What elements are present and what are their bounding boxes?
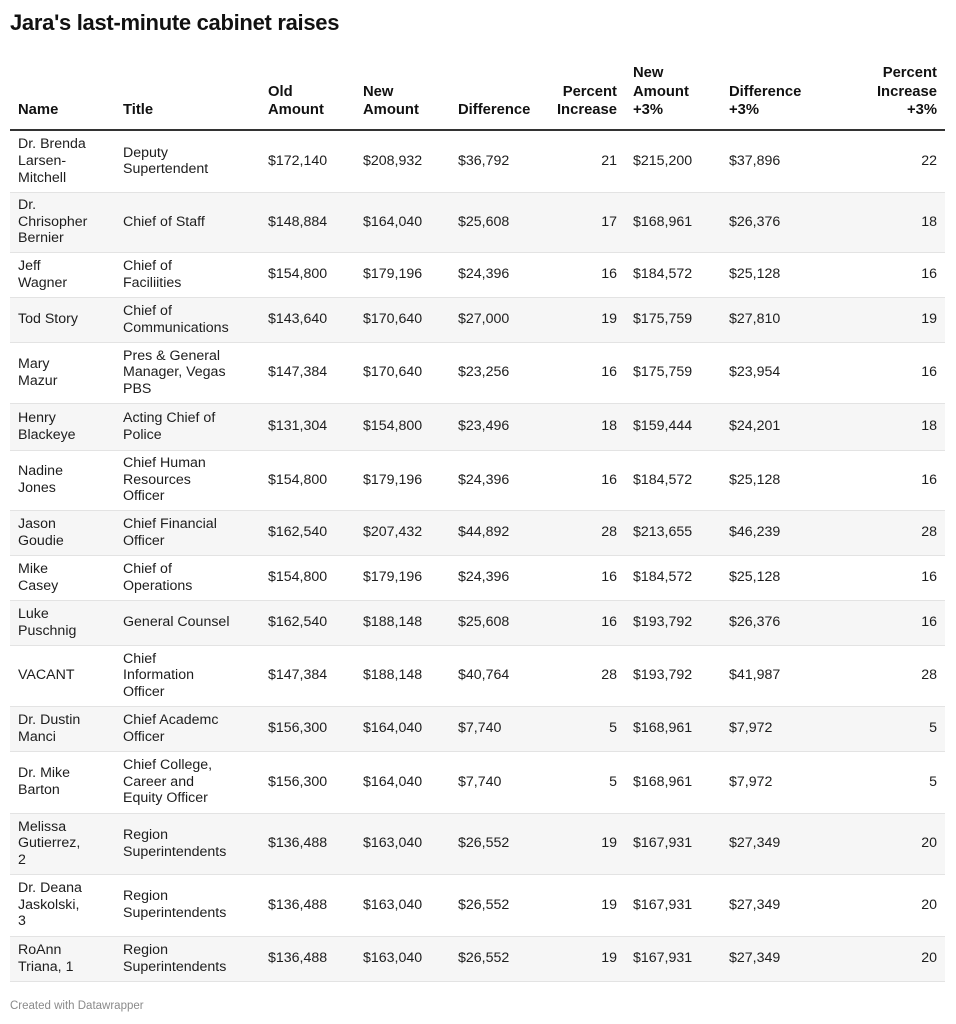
- difference-plus3-cell: $7,972: [721, 751, 821, 813]
- table-row: [10, 130, 945, 192]
- difference-cell: $27,000: [450, 297, 545, 342]
- difference-plus3-cell: $25,128: [721, 555, 821, 600]
- title-cell: [115, 706, 260, 751]
- text-line: VACANT: [18, 667, 75, 684]
- new-amount-plus3-cell: $167,931: [625, 813, 721, 874]
- text-line: Acting Chief of: [123, 409, 216, 426]
- title-cell: [115, 403, 260, 450]
- text-line: Luke: [18, 605, 49, 622]
- text-line: Officer: [123, 683, 165, 700]
- table-row: [10, 600, 945, 645]
- text-line: Dr.: [18, 197, 37, 214]
- difference-cell: $24,396: [450, 252, 545, 297]
- table-row: [10, 403, 945, 450]
- text-line: RoAnn: [18, 941, 62, 958]
- text-line: Jones: [18, 480, 56, 496]
- table-row: [10, 342, 945, 403]
- new-amount-cell: $188,148: [355, 600, 450, 645]
- text-line: Dr. Mike: [18, 765, 71, 782]
- new-amount-cell: $179,196: [355, 450, 450, 510]
- name-cell: [10, 706, 115, 751]
- new-amount-plus3-cell: $184,572: [625, 555, 721, 600]
- text-line: Percent: [562, 83, 617, 100]
- text-line: +3%: [729, 102, 760, 119]
- name-cell: [10, 555, 115, 600]
- old-amount-cell: $162,540: [260, 600, 355, 645]
- name-cell: [10, 510, 115, 555]
- old-amount-cell: $147,384: [260, 342, 355, 403]
- text-line: Jaskolski,: [18, 896, 80, 913]
- percent-increase-cell: 17: [545, 192, 625, 252]
- difference-cell: $36,792: [450, 130, 545, 192]
- text-line: Percent: [882, 65, 937, 82]
- difference-plus3-cell: $25,128: [721, 450, 821, 510]
- difference-cell: $23,256: [450, 342, 545, 403]
- column-header-difference-plus3: [721, 62, 821, 130]
- title-cell: [115, 645, 260, 706]
- text-line: Superintendents: [123, 958, 227, 975]
- old-amount-cell: $136,488: [260, 813, 355, 874]
- percent-increase-cell: 28: [545, 645, 625, 706]
- text-line: Chief Human: [123, 455, 206, 472]
- text-line: Amount: [633, 83, 689, 100]
- title-cell: [115, 450, 260, 510]
- text-line: Wagner: [18, 274, 68, 291]
- title-cell: [115, 813, 260, 874]
- difference-cell: $26,552: [450, 936, 545, 981]
- new-amount-cell: $208,932: [355, 130, 450, 192]
- new-amount-plus3-cell: $184,572: [625, 450, 721, 510]
- percent-increase-plus3-cell: 20: [821, 936, 945, 981]
- percent-increase-plus3-cell: 28: [821, 510, 945, 555]
- difference-cell: $44,892: [450, 510, 545, 555]
- text-line: Mazur: [18, 372, 58, 389]
- percent-increase-cell: 16: [545, 252, 625, 297]
- text-line: Blackeye: [18, 426, 76, 443]
- text-line: Melissa: [18, 818, 67, 835]
- percent-increase-cell: 16: [545, 450, 625, 510]
- text-line: Tod Story: [18, 311, 78, 328]
- table-row: [10, 706, 945, 751]
- text-line: General Counsel: [123, 614, 230, 631]
- percent-increase-cell: 16: [545, 600, 625, 645]
- new-amount-plus3-cell: $159,444: [625, 403, 721, 450]
- percent-increase-plus3-cell: 5: [821, 751, 945, 813]
- text-line: Equity Officer: [123, 790, 208, 807]
- difference-plus3-cell: $27,810: [721, 297, 821, 342]
- text-line: Chief College,: [123, 757, 213, 774]
- percent-increase-cell: 19: [545, 813, 625, 874]
- percent-increase-plus3-cell: 20: [821, 874, 945, 936]
- text-line: Jason: [18, 515, 56, 532]
- text-line: Supertendent: [123, 161, 209, 178]
- new-amount-cell: $163,040: [355, 874, 450, 936]
- difference-cell: $24,396: [450, 555, 545, 600]
- text-line: Career and: [123, 773, 194, 790]
- title-cell: [115, 192, 260, 252]
- table-row: [10, 297, 945, 342]
- text-line: Manci: [18, 728, 56, 745]
- percent-increase-cell: 19: [545, 297, 625, 342]
- difference-plus3-cell: $7,972: [721, 706, 821, 751]
- name-cell: [10, 813, 115, 874]
- new-amount-cell: $179,196: [355, 555, 450, 600]
- title-cell: [115, 600, 260, 645]
- difference-plus3-cell: $26,376: [721, 192, 821, 252]
- text-line: Casey: [18, 577, 59, 594]
- table-body: [10, 130, 945, 981]
- table-row: [10, 252, 945, 297]
- old-amount-cell: $154,800: [260, 450, 355, 510]
- name-cell: [10, 450, 115, 510]
- text-line: Region: [123, 888, 168, 905]
- percent-increase-plus3-cell: 16: [821, 342, 945, 403]
- percent-increase-cell: 19: [545, 874, 625, 936]
- percent-increase-plus3-cell: 18: [821, 403, 945, 450]
- table-header: [10, 62, 945, 130]
- difference-plus3-cell: $25,128: [721, 252, 821, 297]
- new-amount-plus3-cell: $167,931: [625, 874, 721, 936]
- table-row: [10, 874, 945, 936]
- table-row: [10, 813, 945, 874]
- new-amount-cell: $179,196: [355, 252, 450, 297]
- title-cell: [115, 874, 260, 936]
- title-cell: [115, 510, 260, 555]
- text-line: Dr. Brenda: [18, 136, 86, 153]
- old-amount-cell: $136,488: [260, 936, 355, 981]
- text-line: Bernier: [18, 230, 64, 247]
- text-line: Nadine: [18, 463, 63, 480]
- difference-plus3-cell: $41,987: [721, 645, 821, 706]
- difference-cell: $40,764: [450, 645, 545, 706]
- difference-cell: $24,396: [450, 450, 545, 510]
- text-line: Chief of: [123, 560, 172, 577]
- text-line: Manager, Vegas: [123, 364, 226, 381]
- column-header-old-amount: [260, 62, 355, 130]
- text-line: Difference: [458, 102, 531, 119]
- text-line: Gutierrez,: [18, 835, 81, 852]
- footer-credit: Created with Datawrapper: [10, 1000, 144, 1012]
- text-line: Chief Academc: [123, 711, 219, 728]
- new-amount-plus3-cell: $193,792: [625, 645, 721, 706]
- difference-cell: $7,740: [450, 706, 545, 751]
- column-header-new-amount: [355, 62, 450, 130]
- name-cell: [10, 342, 115, 403]
- table-row: [10, 645, 945, 706]
- text-line: Increase: [876, 83, 937, 100]
- percent-increase-plus3-cell: 22: [821, 130, 945, 192]
- percent-increase-plus3-cell: 16: [821, 600, 945, 645]
- text-line: Chief Financial: [123, 515, 217, 532]
- title-cell: [115, 555, 260, 600]
- new-amount-plus3-cell: $193,792: [625, 600, 721, 645]
- difference-plus3-cell: $27,349: [721, 874, 821, 936]
- percent-increase-plus3-cell: 16: [821, 252, 945, 297]
- title-cell: [115, 297, 260, 342]
- new-amount-plus3-cell: $167,931: [625, 936, 721, 981]
- percent-increase-cell: 16: [545, 342, 625, 403]
- column-header-percent-increase-plus3: [821, 62, 945, 130]
- percent-increase-plus3-cell: 19: [821, 297, 945, 342]
- name-cell: [10, 130, 115, 192]
- old-amount-cell: $172,140: [260, 130, 355, 192]
- text-line: Goudie: [18, 532, 64, 549]
- table-row: [10, 192, 945, 252]
- text-line: New: [363, 83, 394, 100]
- text-line: New: [633, 65, 664, 82]
- text-line: +3%: [633, 102, 664, 119]
- text-line: Mary: [18, 355, 50, 372]
- text-line: 2: [18, 851, 26, 868]
- text-line: Triana, 1: [18, 958, 74, 975]
- percent-increase-cell: 16: [545, 555, 625, 600]
- difference-cell: $25,608: [450, 600, 545, 645]
- text-line: Pres & General: [123, 347, 220, 364]
- new-amount-plus3-cell: $168,961: [625, 706, 721, 751]
- text-line: Officer: [123, 488, 165, 505]
- column-header-percent-increase: [545, 62, 625, 130]
- percent-increase-plus3-cell: 5: [821, 706, 945, 751]
- percent-increase-cell: 18: [545, 403, 625, 450]
- text-line: Puschnig: [18, 622, 77, 639]
- old-amount-cell: $131,304: [260, 403, 355, 450]
- old-amount-cell: $162,540: [260, 510, 355, 555]
- text-line: Henry: [18, 409, 56, 426]
- text-line: Faciliities: [123, 274, 182, 291]
- text-line: Chief of: [123, 302, 172, 319]
- text-line: +3%: [906, 102, 937, 119]
- title-cell: [115, 342, 260, 403]
- new-amount-cell: $207,432: [355, 510, 450, 555]
- text-line: Amount: [363, 102, 419, 119]
- percent-increase-plus3-cell: 28: [821, 645, 945, 706]
- name-cell: [10, 297, 115, 342]
- new-amount-plus3-cell: $184,572: [625, 252, 721, 297]
- text-line: Jeff: [18, 257, 41, 274]
- old-amount-cell: $156,300: [260, 751, 355, 813]
- column-header-new-amount-plus3: [625, 62, 721, 130]
- text-line: Mitchell: [18, 169, 67, 186]
- difference-plus3-cell: $26,376: [721, 600, 821, 645]
- difference-cell: $23,496: [450, 403, 545, 450]
- name-cell: [10, 645, 115, 706]
- text-line: Chrisopher: [18, 213, 88, 230]
- text-line: Dr. Dustin: [18, 711, 81, 728]
- new-amount-plus3-cell: $175,759: [625, 342, 721, 403]
- new-amount-plus3-cell: $213,655: [625, 510, 721, 555]
- new-amount-cell: $170,640: [355, 342, 450, 403]
- difference-cell: $25,608: [450, 192, 545, 252]
- difference-cell: $26,552: [450, 874, 545, 936]
- old-amount-cell: $154,800: [260, 555, 355, 600]
- old-amount-cell: $154,800: [260, 252, 355, 297]
- table-row: [10, 555, 945, 600]
- column-header-name: [10, 62, 115, 130]
- percent-increase-cell: 21: [545, 130, 625, 192]
- text-line: Chief of: [123, 257, 172, 274]
- text-line: Mike: [18, 560, 48, 577]
- text-line: Region: [123, 826, 168, 843]
- text-line: Region: [123, 941, 168, 958]
- text-line: Resources: [123, 471, 191, 488]
- text-line: Chief: [123, 650, 157, 667]
- table-row: [10, 936, 945, 981]
- percent-increase-cell: 19: [545, 936, 625, 981]
- new-amount-cell: $164,040: [355, 751, 450, 813]
- name-cell: [10, 936, 115, 981]
- difference-plus3-cell: $37,896: [721, 130, 821, 192]
- name-cell: [10, 252, 115, 297]
- text-line: Operations: [123, 577, 193, 594]
- percent-increase-plus3-cell: 18: [821, 192, 945, 252]
- text-line: Information: [123, 667, 194, 684]
- new-amount-plus3-cell: $215,200: [625, 130, 721, 192]
- text-line: Amount: [268, 102, 324, 119]
- text-line: Superintendents: [123, 905, 227, 921]
- difference-plus3-cell: $23,954: [721, 342, 821, 403]
- difference-plus3-cell: $24,201: [721, 403, 821, 450]
- new-amount-plus3-cell: $168,961: [625, 751, 721, 813]
- header-row: [10, 62, 945, 130]
- table-row: [10, 751, 945, 813]
- text-line: Larsen-: [18, 152, 67, 169]
- difference-plus3-cell: $27,349: [721, 813, 821, 874]
- new-amount-cell: $154,800: [355, 403, 450, 450]
- new-amount-plus3-cell: $175,759: [625, 297, 721, 342]
- old-amount-cell: $148,884: [260, 192, 355, 252]
- percent-increase-plus3-cell: 16: [821, 450, 945, 510]
- old-amount-cell: $143,640: [260, 297, 355, 342]
- text-line: Dr. Deana: [18, 880, 82, 897]
- new-amount-cell: $163,040: [355, 936, 450, 981]
- new-amount-cell: $170,640: [355, 297, 450, 342]
- difference-plus3-cell: $46,239: [721, 510, 821, 555]
- difference-cell: $7,740: [450, 751, 545, 813]
- text-line: Deputy: [123, 144, 168, 161]
- text-line: Title: [123, 102, 154, 119]
- raises-table: [10, 62, 945, 982]
- new-amount-plus3-cell: $168,961: [625, 192, 721, 252]
- difference-plus3-cell: $27,349: [721, 936, 821, 981]
- old-amount-cell: $147,384: [260, 645, 355, 706]
- old-amount-cell: $136,488: [260, 874, 355, 936]
- title-cell: [115, 936, 260, 981]
- text-line: Name: [18, 102, 59, 119]
- text-line: Chief of Staff: [123, 213, 205, 230]
- percent-increase-plus3-cell: 20: [821, 813, 945, 874]
- name-cell: [10, 192, 115, 252]
- text-line: Increase: [556, 102, 617, 119]
- title-cell: [115, 252, 260, 297]
- text-line: Police: [123, 426, 162, 443]
- new-amount-cell: $163,040: [355, 813, 450, 874]
- name-cell: [10, 874, 115, 936]
- text-line: Communications: [123, 319, 229, 336]
- column-header-title: [115, 62, 260, 130]
- text-line: 3: [18, 913, 26, 930]
- text-line: Old: [268, 83, 293, 100]
- percent-increase-cell: 28: [545, 510, 625, 555]
- name-cell: [10, 600, 115, 645]
- old-amount-cell: $156,300: [260, 706, 355, 751]
- new-amount-cell: $164,040: [355, 192, 450, 252]
- text-line: PBS: [123, 380, 152, 397]
- title-cell: [115, 130, 260, 192]
- new-amount-cell: $164,040: [355, 706, 450, 751]
- percent-increase-cell: 5: [545, 751, 625, 813]
- table-row: [10, 510, 945, 555]
- table-row: [10, 450, 945, 510]
- text-line: Officer: [123, 532, 165, 549]
- difference-cell: $26,552: [450, 813, 545, 874]
- percent-increase-plus3-cell: 16: [821, 555, 945, 600]
- percent-increase-cell: 5: [545, 706, 625, 751]
- new-amount-cell: $188,148: [355, 645, 450, 706]
- chart-title: Jara's last-minute cabinet raises: [10, 10, 340, 35]
- column-header-difference: [450, 62, 545, 130]
- name-cell: [10, 403, 115, 450]
- name-cell: [10, 751, 115, 813]
- text-line: Officer: [123, 728, 165, 745]
- text-line: Difference: [729, 83, 802, 100]
- text-line: Barton: [18, 782, 60, 798]
- text-line: Superintendents: [123, 843, 227, 860]
- title-cell: [115, 751, 260, 813]
